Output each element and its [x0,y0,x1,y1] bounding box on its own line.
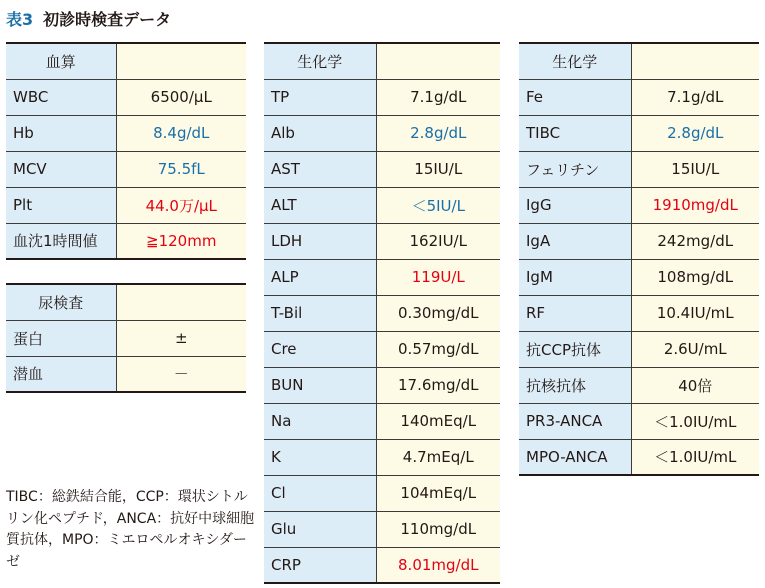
test-name: TIBC [519,115,631,151]
test-value: 110mg/dL [376,511,500,547]
test-value: 7.1g/dL [631,79,759,115]
table-number: 表3 [6,10,34,29]
test-value: 44.0万/μL [116,187,246,223]
test-name: 抗CCP抗体 [519,331,631,367]
biochemistry-table [264,42,500,584]
test-name: 抗核抗体 [519,367,631,403]
table-row [264,511,500,547]
test-value: 104mEq/L [376,475,500,511]
test-value: ± [116,320,246,356]
table-row [519,151,759,187]
table-row [264,367,500,403]
table-row [264,439,500,475]
table-row [6,320,246,356]
test-value: 17.6mg/dL [376,367,500,403]
table-header-empty [116,284,246,320]
test-value: 6500/μL [116,79,246,115]
table-header-row [6,43,246,79]
table-row [519,187,759,223]
table-header: 生化学 [264,43,376,79]
abbreviation-footnote: TIBC：総鉄結合能，CCP：環状シトルリン化ペプチド，ANCA：抗好中球細胞質抗体，MPO：ミエロペルオキシダーゼ [6,489,255,570]
test-value: 75.5fL [116,151,246,187]
test-value: ＜1.0IU/mL [631,403,759,439]
test-name: 蛋白 [6,320,116,356]
test-name: Alb [264,115,376,151]
test-name: CRP [264,547,376,583]
test-value: 0.30mg/dL [376,295,500,331]
test-name: Glu [264,511,376,547]
table-header-empty [631,43,759,79]
test-name: PR3-ANCA [519,403,631,439]
test-value: 2.8g/dL [376,115,500,151]
test-value: 10.4IU/mL [631,295,759,331]
table-row [519,115,759,151]
table-row [519,331,759,367]
test-name: IgA [519,223,631,259]
table-row [6,115,246,151]
table-row [6,223,246,259]
test-value: 242mg/dL [631,223,759,259]
table-header-row [6,284,246,320]
test-name: MPO-ANCA [519,439,631,475]
table-row [519,79,759,115]
blood-count-table [6,42,246,260]
test-name: LDH [264,223,376,259]
table-row [519,367,759,403]
table-row [264,403,500,439]
table-row [264,151,500,187]
test-name: BUN [264,367,376,403]
table-row [264,187,500,223]
test-value: 162IU/L [376,223,500,259]
table-row [519,403,759,439]
table-header-row [264,43,500,79]
test-name: Fe [519,79,631,115]
test-name: AST [264,151,376,187]
table-header: 血算 [6,43,116,79]
test-value: 140mEq/L [376,403,500,439]
table-header-empty [116,43,246,79]
table-row [264,547,500,583]
test-name: ALT [264,187,376,223]
test-name: K [264,439,376,475]
test-name: TP [264,79,376,115]
test-name: RF [519,295,631,331]
test-name: IgG [519,187,631,223]
table-row [264,295,500,331]
table-header: 生化学 [519,43,631,79]
table-header: 尿検査 [6,284,116,320]
table-row [6,356,246,392]
test-name: WBC [6,79,116,115]
test-value: 108mg/dL [631,259,759,295]
table-row [6,187,246,223]
test-name: Plt [6,187,116,223]
test-name: Hb [6,115,116,151]
urinalysis-table [6,283,246,393]
test-value: － [116,356,246,392]
test-name: IgM [519,259,631,295]
table-title: 初診時検査データ [43,10,172,29]
table-caption [6,7,171,30]
test-value: 1910mg/dL [631,187,759,223]
test-value: 4.7mEq/L [376,439,500,475]
test-value: 119U/L [376,259,500,295]
table-row [264,115,500,151]
test-value: ＜1.0IU/mL [631,439,759,475]
table-header-empty [376,43,500,79]
test-value: 8.4g/dL [116,115,246,151]
test-name: Cl [264,475,376,511]
test-name: フェリチン [519,151,631,187]
test-name: T-Bil [264,295,376,331]
test-value: 40倍 [631,367,759,403]
test-value: ＜5IU/L [376,187,500,223]
table-row [264,475,500,511]
test-value: 7.1g/dL [376,79,500,115]
table-row [6,79,246,115]
test-value: 8.01mg/dL [376,547,500,583]
test-name: 潜血 [6,356,116,392]
biochemistry-immunology-table [519,42,759,476]
test-value: 2.8g/dL [631,115,759,151]
table-row [519,295,759,331]
test-name: Cre [264,331,376,367]
table-row [264,259,500,295]
table-row [6,151,246,187]
test-value: 15IU/L [631,151,759,187]
table-row [519,223,759,259]
table-row [264,79,500,115]
table-header-row [519,43,759,79]
test-value: ≧120mm [116,223,246,259]
test-name: 血沈1時間値 [6,223,116,259]
test-value: 15IU/L [376,151,500,187]
test-name: MCV [6,151,116,187]
table-row [519,439,759,475]
test-value: 0.57mg/dL [376,331,500,367]
table-row [264,223,500,259]
table-row [519,259,759,295]
test-name: ALP [264,259,376,295]
table-row [264,331,500,367]
test-name: Na [264,403,376,439]
test-value: 2.6U/mL [631,331,759,367]
